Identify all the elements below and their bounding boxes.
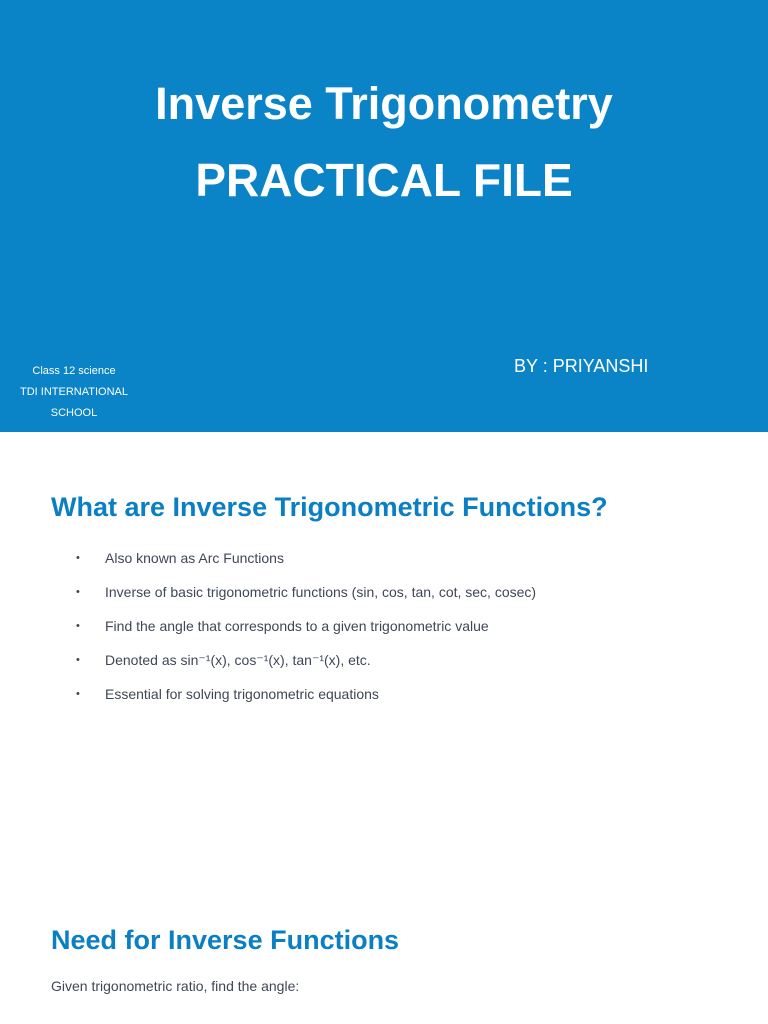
section-heading-what-are: What are Inverse Trigonometric Functions?	[51, 492, 608, 522]
list-item	[0, 648, 768, 682]
class-line: Class 12 science	[32, 365, 116, 377]
bullet-text: Essential for solving trigonometric equations	[105, 686, 379, 702]
bullet-text: Denoted as sin⁻¹(x), cos⁻¹(x), tan⁻¹(x), etc.	[105, 652, 371, 668]
bullet-text: Also known as Arc Functions	[105, 550, 284, 566]
cover-title: Inverse Trigonometry	[155, 78, 613, 129]
list-item	[0, 580, 768, 614]
bullet-icon: •	[76, 586, 80, 598]
section-heading-need-for: Need for Inverse Functions	[51, 925, 400, 955]
bullet-icon: •	[76, 552, 80, 564]
list-item	[0, 546, 768, 580]
section-intro-text: Given trigonometric ratio, find the angle:	[51, 978, 300, 994]
school-name-line1: TDI INTERNATIONAL	[20, 386, 128, 398]
school-info	[8, 361, 140, 424]
list-item	[0, 614, 768, 648]
bullet-icon: •	[76, 620, 80, 632]
bullet-icon: •	[76, 688, 80, 700]
author-credit: BY : PRIYANSHI	[514, 356, 649, 376]
list-item	[0, 682, 768, 716]
bullet-text: Inverse of basic trigonometric functions (sin, cos, tan, cot, sec, cosec)	[105, 584, 537, 600]
bullet-text: Find the angle that corresponds to a given trigonometric value	[105, 618, 489, 634]
bullet-icon: •	[76, 654, 80, 666]
cover-banner	[0, 0, 768, 432]
school-name-line2: SCHOOL	[50, 407, 98, 419]
bullet-list	[0, 546, 768, 716]
cover-subtitle: PRACTICAL FILE	[195, 154, 573, 206]
